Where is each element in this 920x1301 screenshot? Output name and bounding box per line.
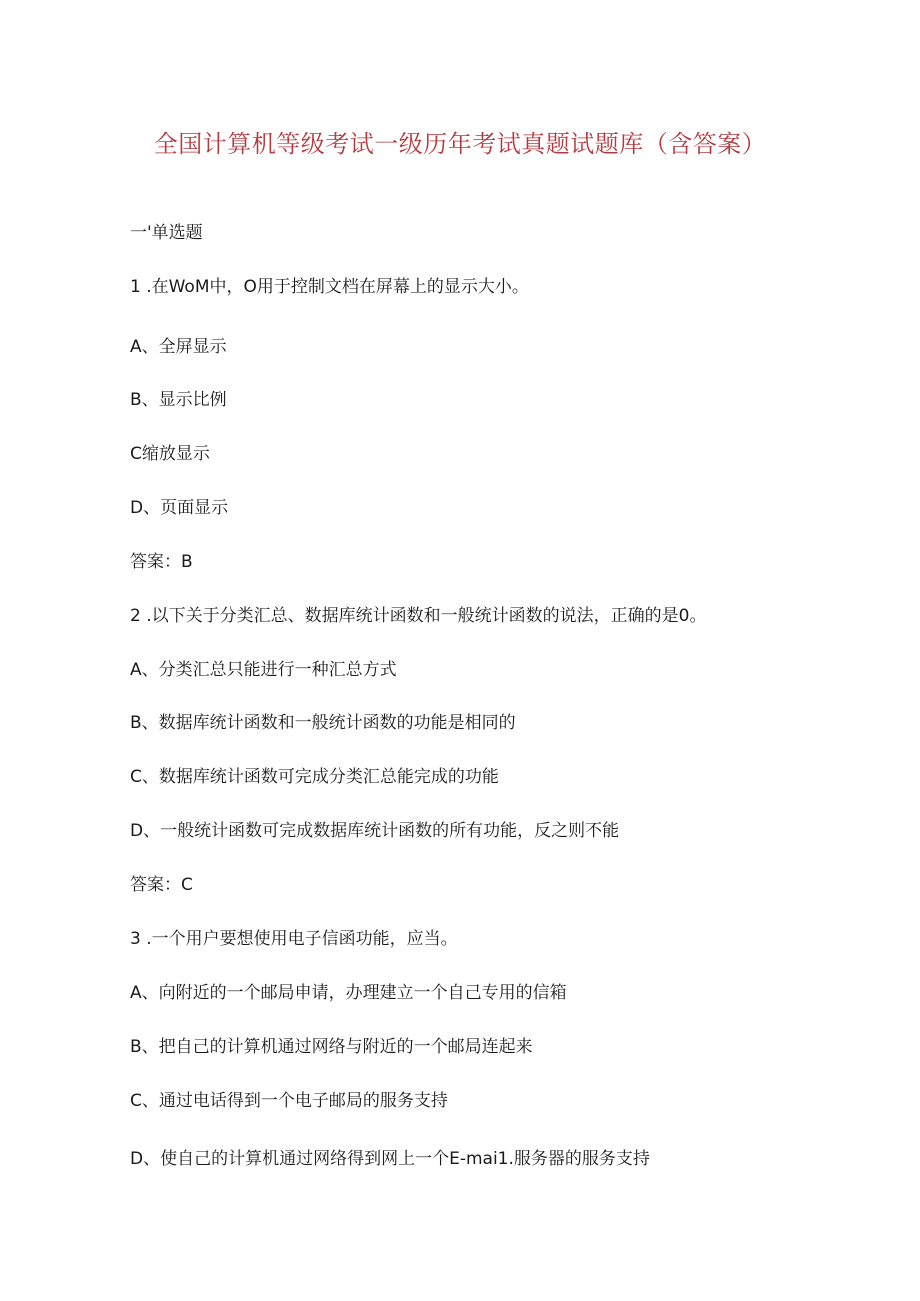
question-3-option-d: D、使自己的计算机通过网络得到网上一个E-mai1.服务器的服务支持: [130, 1149, 650, 1169]
question-1-option-d: D、页面显示: [130, 498, 229, 518]
question-1-option-a: A、全屏显示: [130, 337, 227, 357]
question-2-option-d: D、一般统计函数可完成数据库统计函数的所有功能，反之则不能: [130, 821, 620, 841]
question-2-option-c: C、数据库统计函数可完成分类汇总能完成的功能: [130, 767, 499, 787]
section-heading: 一'单选题: [130, 223, 203, 243]
question-2-option-b: B、数据库统计函数和一般统计函数的功能是相同的: [130, 713, 516, 733]
question-1-option-c: C缩放显示: [130, 444, 210, 464]
question-2-stem: 2 .以下关于分类汇总、数据库统计函数和一般统计函数的说法，正确的是0。: [130, 606, 707, 626]
document-title: 全国计算机等级考试一级历年考试真题试题库（含答案）: [153, 130, 767, 158]
question-2-option-a: A、分类汇总只能进行一种汇总方式: [130, 660, 397, 680]
question-3-option-a: A、向附近的一个邮局申请，办理建立一个自己专用的信箱: [130, 983, 567, 1003]
question-2-answer: 答案：C: [130, 875, 193, 895]
question-1-option-b: B、显示比例: [130, 390, 227, 410]
question-3-stem: 3 .一个用户要想使用电子信函功能，应当。: [130, 929, 458, 949]
question-3-option-b: B、把自己的计算机通过网络与附近的一个邮局连起来: [130, 1037, 533, 1057]
question-1-answer: 答案：B: [130, 552, 193, 572]
question-3-option-c: C、通过电话得到一个电子邮局的服务支持: [130, 1091, 448, 1111]
question-1-stem: 1 .在WoM中，O用于控制文档在屏幕上的显示大小。: [130, 277, 529, 297]
